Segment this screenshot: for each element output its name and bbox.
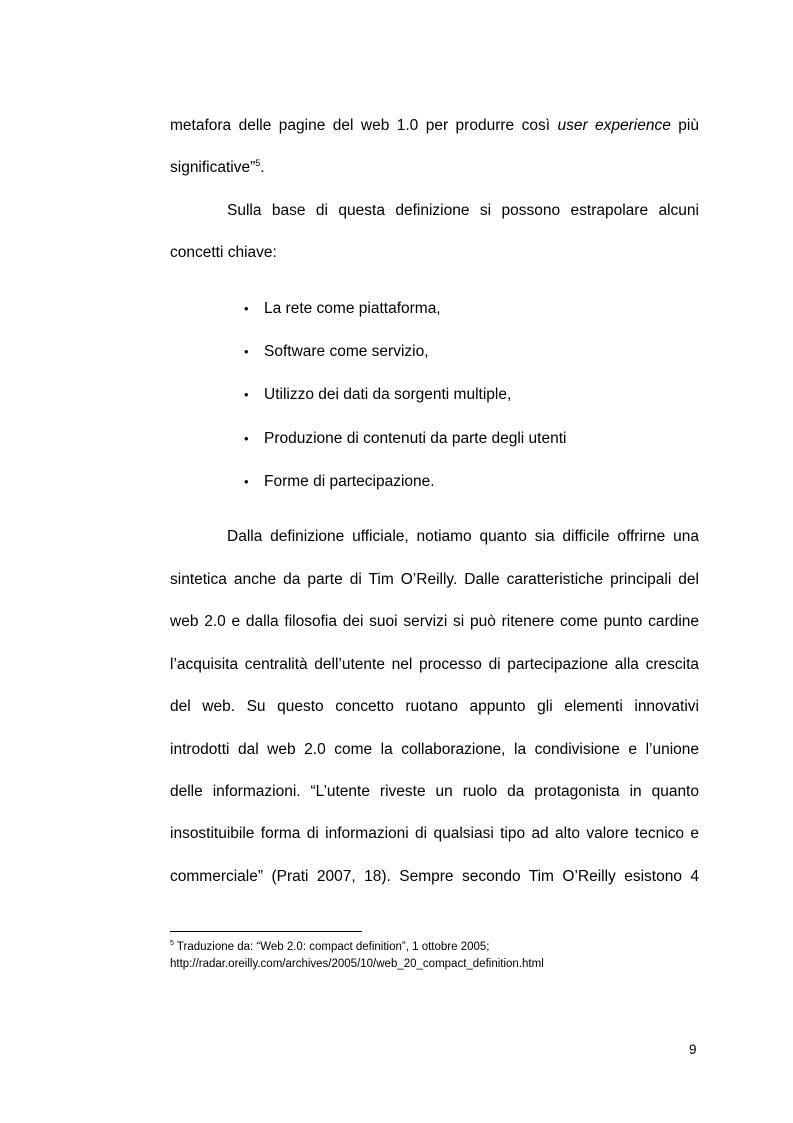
list-item (244, 385, 684, 405)
para2-line2: concetti chiave: (170, 244, 277, 261)
para3-line3: web 2.0 e dalla filosofia dei suoi servizi si può ritenere come punto cardine (170, 613, 699, 630)
para3-line2: sintetica anche da parte di Tim O’Reilly. Dalle caratteristiche principali del (170, 571, 699, 588)
para1-line1-text: metafora delle pagine del web 1.0 per produrre così (170, 117, 558, 134)
list-item-text: Utilizzo dei dati da sorgenti multiple, (264, 386, 512, 403)
para3-line9: commerciale” (Prati 2007, 18). Sempre secondo Tim O’Reilly esistono 4 (170, 868, 699, 885)
para1-line2-end: . (260, 159, 265, 176)
list-item (244, 342, 684, 362)
para3-line1: Dalla definizione ufficiale, notiamo quanto sia difficile offrirne una (227, 528, 699, 545)
bullet-icon: • (244, 301, 249, 316)
footnote-number: 5 (170, 940, 174, 947)
para1-line1-end: più (670, 117, 699, 134)
footnote-url[interactable]: http://radar.oreilly.com/archives/2005/10/web_20_compact_definition.html (170, 958, 544, 970)
footnote-reference[interactable]: 5 (255, 158, 261, 168)
footnote-text: Traduzione da: “Web 2.0: compact definition”, 1 ottobre 2005; (173, 941, 490, 953)
list-item (244, 429, 684, 449)
para3-line7: delle informazioni. “L’utente riveste un ruolo da protagonista in quanto (170, 783, 699, 800)
footnote-separator (170, 931, 362, 932)
list-item-text: La rete come piattaforma, (264, 300, 441, 317)
para2-line1: Sulla base di questa definizione si possono estrapolare alcuni (227, 202, 699, 219)
list-item (244, 299, 684, 319)
para1-line2-text: significative” (170, 159, 256, 176)
para3-line6: introdotti dal web 2.0 come la collaborazione, la condivisione e l’unione (170, 741, 699, 758)
para3-line5: del web. Su questo concetto ruotano appunto gli elementi innovativi (170, 698, 699, 715)
footnote-line1 (170, 940, 730, 955)
para3-line4: l’acquisita centralità dell’utente nel processo di partecipazione alla crescita (170, 656, 699, 673)
para3-line8: insostituibile forma di informazioni di qualsiasi tipo ad alto valore tecnico e (170, 825, 699, 842)
page-number: 9 (689, 1042, 697, 1057)
bullet-icon: • (244, 474, 249, 489)
bullet-icon: • (244, 344, 249, 359)
user-experience-italic: user experience (557, 117, 671, 134)
list-item-text: Forme di partecipazione. (264, 473, 435, 490)
list-item-text: Produzione di contenuti da parte degli utenti (264, 430, 567, 447)
para1-line1 (170, 116, 699, 136)
bullet-icon: • (244, 431, 249, 446)
list-item-text: Software come servizio, (264, 343, 429, 360)
para1-line2 (170, 158, 699, 178)
list-item (244, 472, 684, 492)
bullet-icon: • (244, 387, 249, 402)
